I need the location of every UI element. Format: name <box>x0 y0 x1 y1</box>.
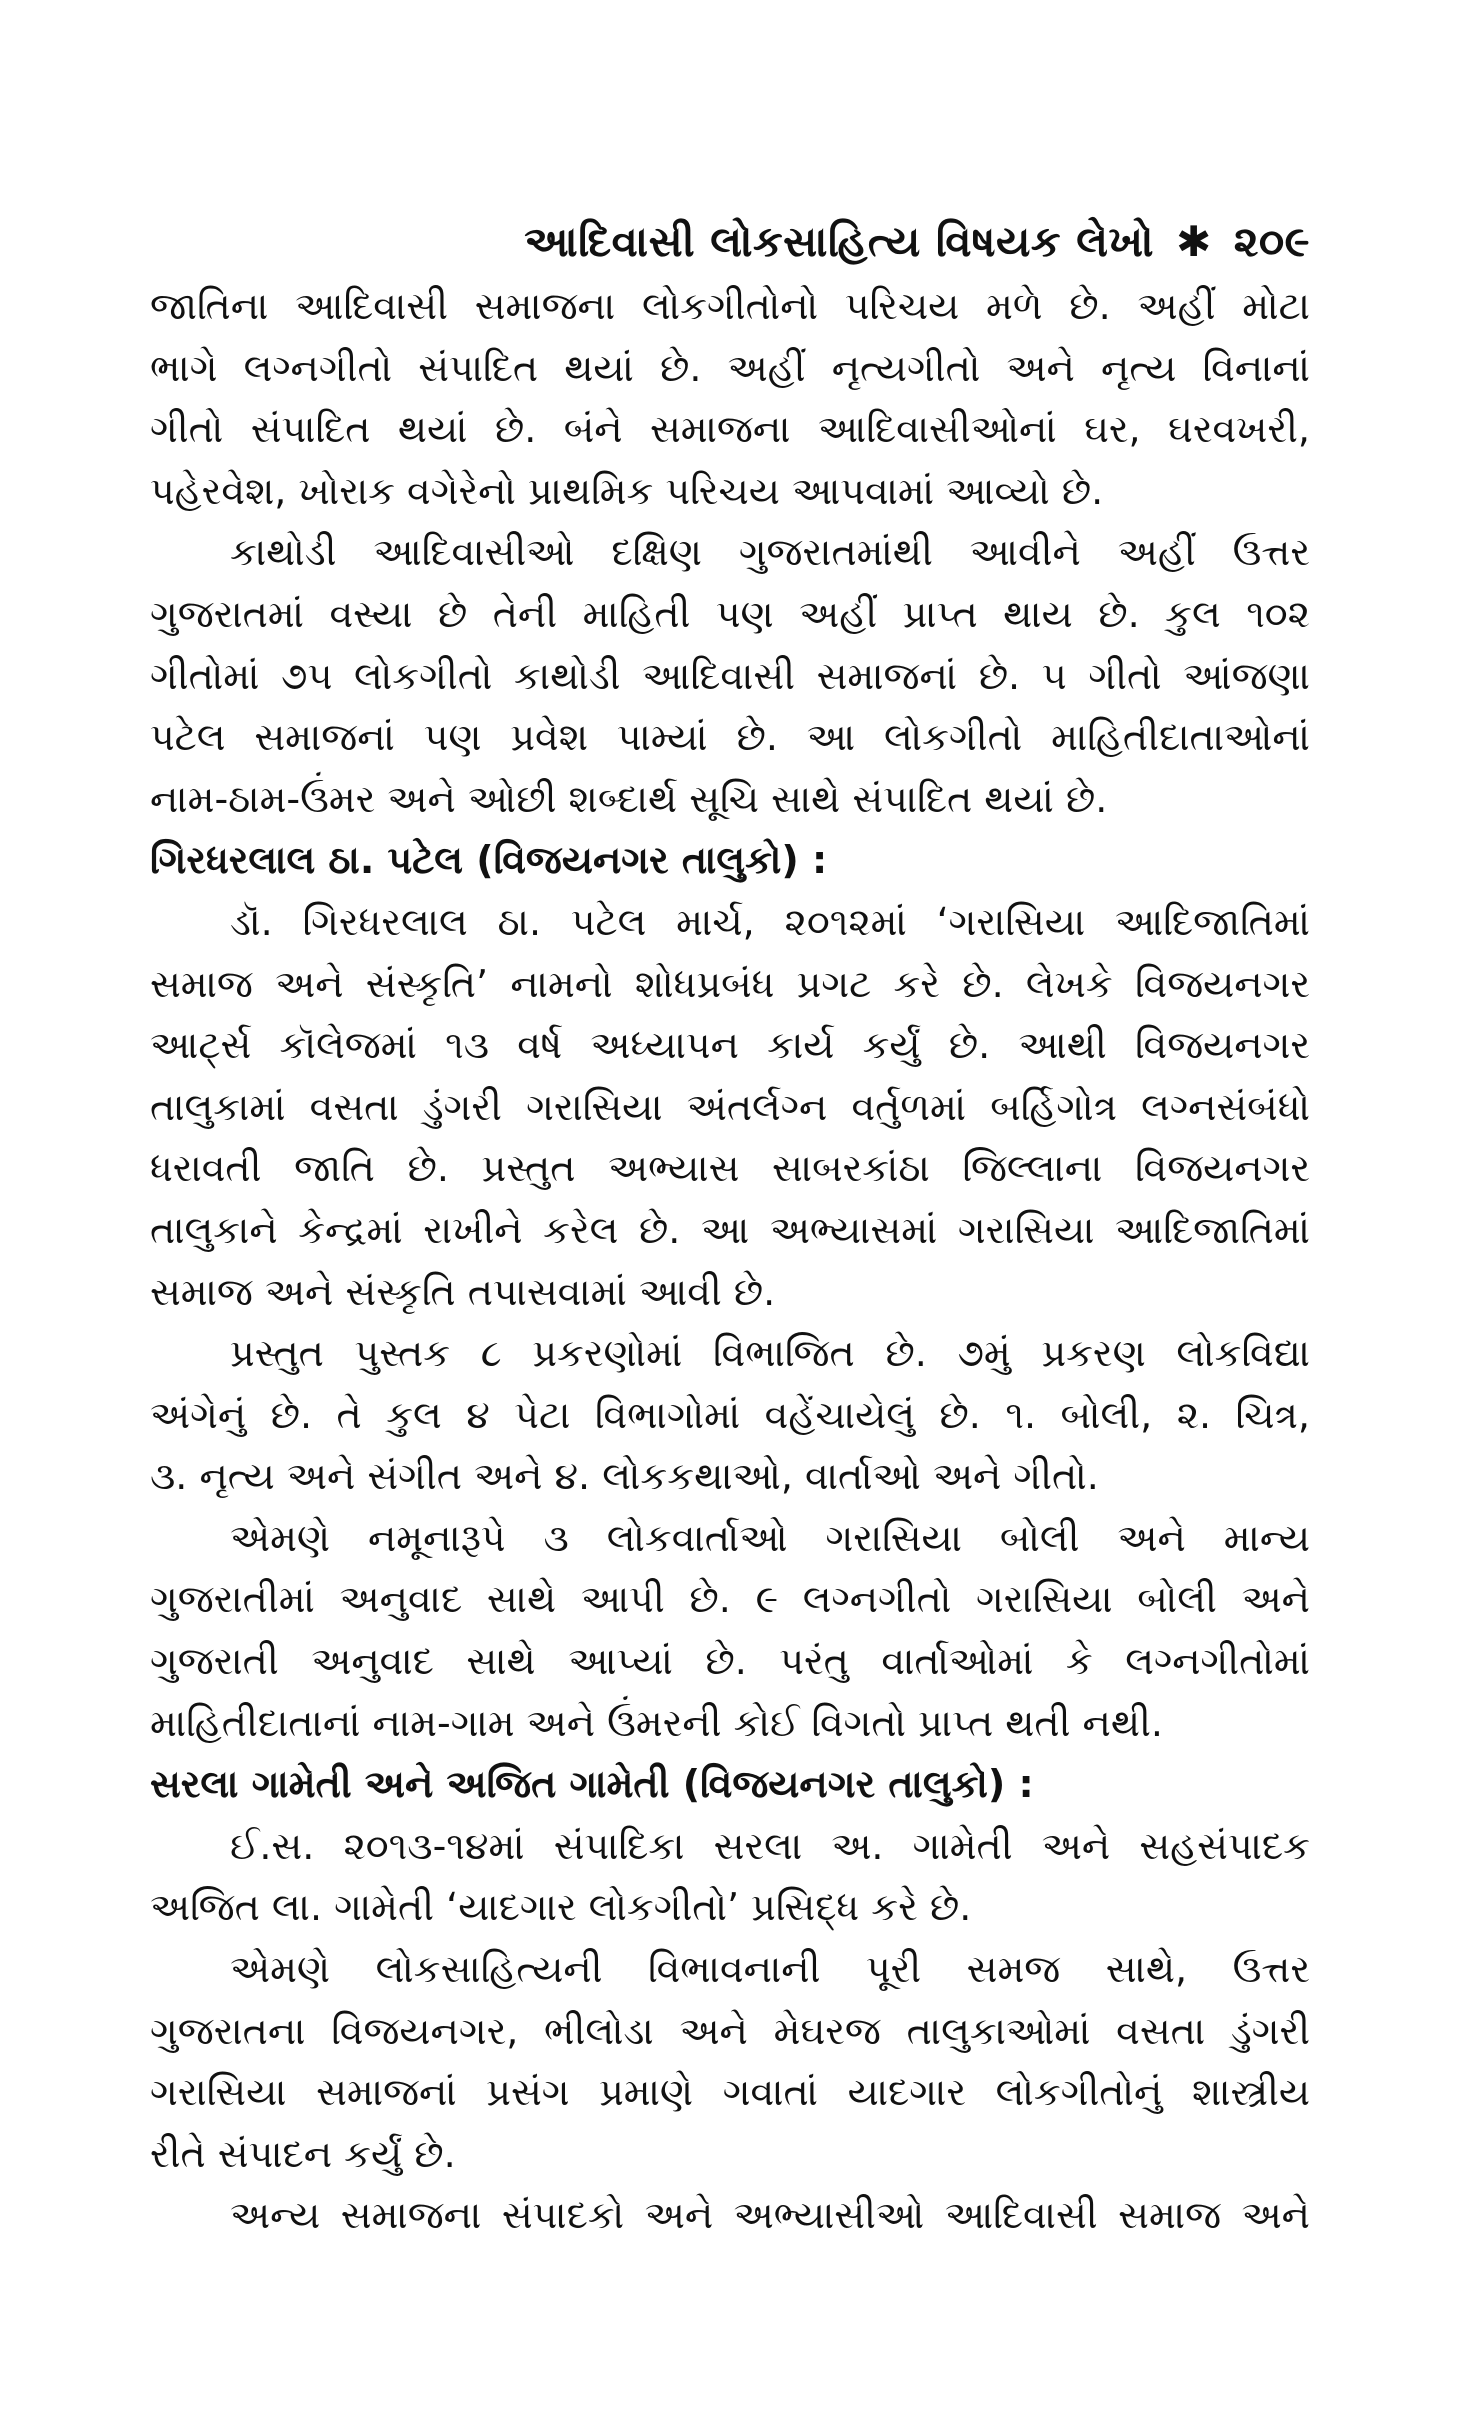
text-line: પહેરવેશ, ખોરાક વગેરેનો પ્રાથમિક પરિચય આપવામાં આવ્યો છે. <box>150 468 1104 513</box>
asterisk-separator-icon: ✱ <box>1175 217 1212 266</box>
text-line: ૩. નૃત્ય અને સંગીત અને ૪. લોકકથાઓ, વાર્તાઓ અને ગીતો. <box>150 1454 1099 1499</box>
text-line: કાથોડી આદિવાસીઓ દક્ષિણ ગુજરાતમાંથી આવીને અહીં ઉત્તર <box>230 530 1310 575</box>
text-line: ગીતો સંપાદિત થયાં છે. બંને સમાજના આદિવાસીઓનાં ઘર, ઘરવખરી, <box>150 407 1310 452</box>
text-line: ગુજરાતના વિજયનગર, ભીલોડા અને મેઘરજ તાલુકાઓમાં વસતા ડુંગરી <box>150 2008 1310 2053</box>
section-heading: ગિરધરલાલ ઠા. પટેલ (વિજયનગર તાલુકો) : <box>150 838 828 883</box>
text-line: ગરાસિયા સમાજનાં પ્રસંગ પ્રમાણે ગવાતાં યાદગાર લોકગીતોનું શાસ્ત્રીય <box>150 2070 1310 2115</box>
text-line: અન્ય સમાજના સંપાદકો અને અભ્યાસીઓ આદિવાસી સમાજ અને <box>230 2193 1310 2238</box>
body-text <box>150 276 1310 2247</box>
section-heading: સરલા ગામેતી અને અજિત ગામેતી (વિજયનગર તાલુકો) : <box>150 1762 1034 1807</box>
text-line: પ્રસ્તુત પુસ્તક ૮ પ્રકરણોમાં વિભાજિત છે. ૭મું પ્રકરણ લોકવિદ્યા <box>230 1331 1310 1376</box>
text-line: તાલુકાને કેન્દ્રમાં રાખીને કરેલ છે. આ અભ્યાસમાં ગરાસિયા આદિજાતિમાં <box>150 1207 1310 1252</box>
text-line: રીતે સંપાદન કર્યું છે. <box>150 2131 456 2176</box>
text-line: ભાગે લગ્નગીતો સંપાદિત થયાં છે. અહીં નૃત્યગીતો અને નૃત્ય વિનાનાં <box>150 345 1310 390</box>
text-line: તાલુકામાં વસતા ડુંગરી ગરાસિયા અંતર્લગ્ન વર્તુળમાં બર્હિગોત્ર લગ્નસંબંધો <box>150 1084 1310 1129</box>
text-line: પટેલ સમાજનાં પણ પ્રવેશ પામ્યાં છે. આ લોકગીતો માહિતીદાતાઓનાં <box>150 715 1310 760</box>
text-line: ડૉ. ગિરધરલાલ ઠા. પટેલ માર્ચ, ૨૦૧૨માં ‘ગરાસિયા આદિજાતિમાં <box>230 899 1310 944</box>
text-line: નામ-ઠામ-ઉંમર અને ઓછી શબ્દાર્થ સૂચિ સાથે સંપાદિત થયાં છે. <box>150 776 1108 821</box>
text-line: ગુજરાતી અનુવાદ સાથે આપ્યાં છે. પરંતુ વાર્તાઓમાં કે લગ્નગીતોમાં <box>150 1639 1310 1684</box>
text-line: સમાજ અને સંસ્કૃતિ તપાસવામાં આવી છે. <box>150 1269 776 1314</box>
page-number: ૨૦૯ <box>1233 217 1310 266</box>
text-line: જાતિના આદિવાસી સમાજના લોકગીતોનો પરિચય મળે છે. અહીં મોટા <box>150 284 1310 328</box>
text-line: એમણે લોકસાહિત્યની વિભાવનાની પૂરી સમજ સાથે, ઉત્તર <box>230 1947 1310 1992</box>
text-line: અજિત લા. ગામેતી ‘યાદગાર લોકગીતો’ પ્રસિદ્ધ કરે છે. <box>150 1885 972 1930</box>
text-line: ગીતોમાં ૭૫ લોકગીતો કાથોડી આદિવાસી સમાજનાં છે. ૫ ગીતો આંજણા <box>150 653 1310 698</box>
header-title: આદિવાસી લોકસાહિત્ય વિષયક લેખો <box>524 217 1154 266</box>
running-header <box>524 212 1310 272</box>
text-line: સમાજ અને સંસ્કૃતિ’ નામનો શોધપ્રબંધ પ્રગટ કરે છે. લેખકે વિજયનગર <box>150 961 1310 1006</box>
text-line: આર્ટ્સ કૉલેજમાં ૧૩ વર્ષ અધ્યાપન કાર્ય કર્યું છે. આથી વિજયનગર <box>150 1023 1310 1068</box>
text-line: અંગેનું છે. તે કુલ ૪ પેટા વિભાગોમાં વહેંચાયેલું છે. ૧. બોલી, ૨. ચિત્ર, <box>150 1392 1310 1437</box>
text-line: માહિતીદાતાનાં નામ-ગામ અને ઉંમરની કોઈ વિગતો પ્રાપ્ત થતી નથી. <box>150 1700 1163 1745</box>
text-line: ગુજરાતીમાં અનુવાદ સાથે આપી છે. ૯ લગ્નગીતો ગરાસિયા બોલી અને <box>150 1577 1310 1622</box>
text-line: ગુજરાતમાં વસ્યા છે તેની માહિતી પણ અહીં પ્રાપ્ત થાય છે. કુલ ૧૦૨ <box>150 591 1310 636</box>
text-line: ઈ.સ. ૨૦૧૩-૧૪માં સંપાદિકા સરલા અ. ગામેતી અને સહસંપાદક <box>230 1823 1310 1868</box>
text-line: એમણે નમૂનારૂપે ૩ લોકવાર્તાઓ ગરાસિયા બોલી અને માન્ય <box>230 1515 1310 1560</box>
text-line: ધરાવતી જાતિ છે. પ્રસ્તુત અભ્યાસ સાબરકાંઠા જિલ્લાના વિજયનગર <box>150 1146 1310 1191</box>
